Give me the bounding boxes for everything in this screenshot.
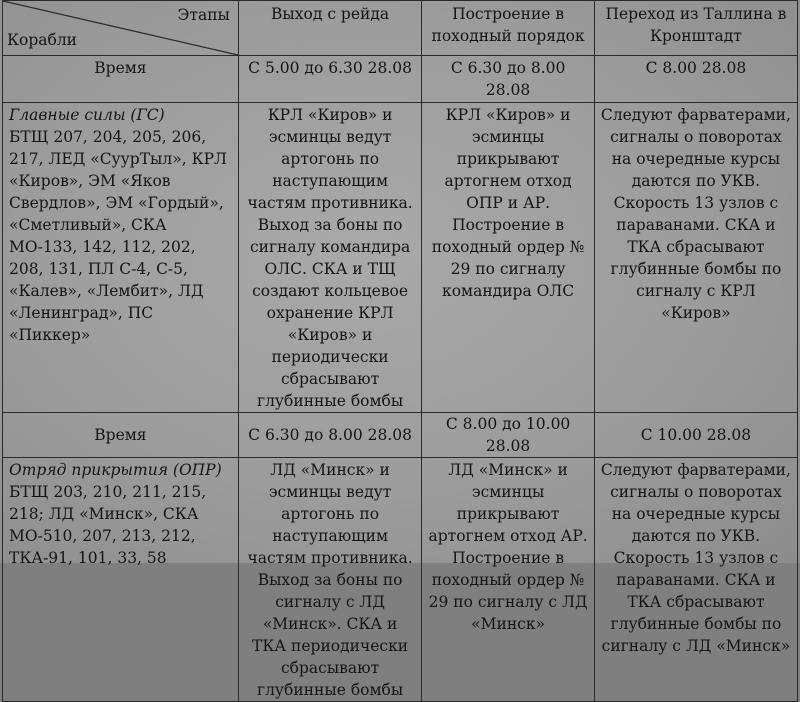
time-label: Время [3, 413, 239, 458]
time-formation: С 6.30 до 8.00 28.08 [422, 56, 595, 103]
time-exit: С 6.30 до 8.00 28.08 [238, 413, 421, 458]
time-row-2 [3, 413, 798, 458]
group-title: Отряд прикрытия (ОПР) [9, 461, 222, 479]
time-transit: С 8.00 28.08 [594, 56, 797, 103]
main-forces-ships-cell [3, 103, 239, 413]
stages-label: Этапы [177, 6, 230, 24]
cover-transit: Следуют фарватерами, сигналы о поворотах на очередные курсы даются по УКВ. Скорость 13 узлов с параванами. СКА и ТКА сбрасывают глубинные бомбы по сигналу с ЛД «Минск» [594, 458, 797, 702]
header-row [3, 1, 798, 56]
col-header-formation: Построение в походный порядок [422, 1, 595, 56]
col-header-exit: Выход с рейда [238, 1, 421, 56]
main-forces-exit: КРЛ «Киров» и эсминцы ведут артогонь по наступающим частям противника. Выход за боны по сигналу командира ОЛС. СКА и ТЩ создают кольцевое охранение КРЛ «Киров» и периодически сбрасывают глубинные бомбы [238, 103, 421, 413]
main-forces-formation: КРЛ «Киров» и эсминцы прикрывают артогнем отход ОПР и АР. Построение в походный ордер № 29 по сигналу командира ОЛС [422, 103, 595, 413]
ship-list: БТЩ 203, 210, 211, 215, 218; ЛД «Минск», СКА МО-510, 207, 213, 212, ТКА-91, 101, 33, 58 [9, 483, 207, 567]
main-forces-row [3, 103, 798, 413]
cover-ships-cell [3, 458, 239, 702]
time-exit: С 5.00 до 6.30 28.08 [238, 56, 421, 103]
col-header-transit: Переход из Таллина в Кронштадт [594, 1, 797, 56]
group-title: Главные силы (ГС) [9, 106, 165, 124]
cover-formation: ЛД «Минск» и эсминцы прикрывают артогнем отход АР. Построение в походный ордер № 29 по сигналу с ЛД «Минск» [422, 458, 595, 702]
operations-table [2, 0, 798, 702]
main-forces-transit: Следуют фарватерами, сигналы о поворотах на очередные курсы даются по УКВ. Скорость 13 узлов с параванами. СКА и ТКА сбрасывают глубинные бомбы по сигналу с КРЛ «Киров» [594, 103, 797, 413]
diagonal-header-cell [3, 1, 239, 56]
time-transit: С 10.00 28.08 [594, 413, 797, 458]
cover-exit: ЛД «Минск» и эсминцы ведут артогонь по наступающим частям противника. Выход за боны по сигналу с ЛД «Минск». СКА и ТКА периодически сбрасывают глубинные бомбы [238, 458, 421, 702]
ship-list: БТЩ 207, 204, 205, 206, 217, ЛЕД «СуурТыл», КРЛ «Киров», ЭМ «Яков Свердлов», ЭМ «Гордый», «Сметливый», СКА МО-133, 142, 112, 202, 208, 131, ПЛ С-4, С-5, «Калев», «Лембит», ЛД «Ленинград», ПС «Пиккер» [9, 128, 227, 344]
cover-detachment-row [3, 458, 798, 702]
ships-label: Корабли [7, 31, 77, 49]
time-formation: С 8.00 до 10.00 28.08 [422, 413, 595, 458]
time-row-1 [3, 56, 798, 103]
time-label: Время [3, 56, 239, 103]
